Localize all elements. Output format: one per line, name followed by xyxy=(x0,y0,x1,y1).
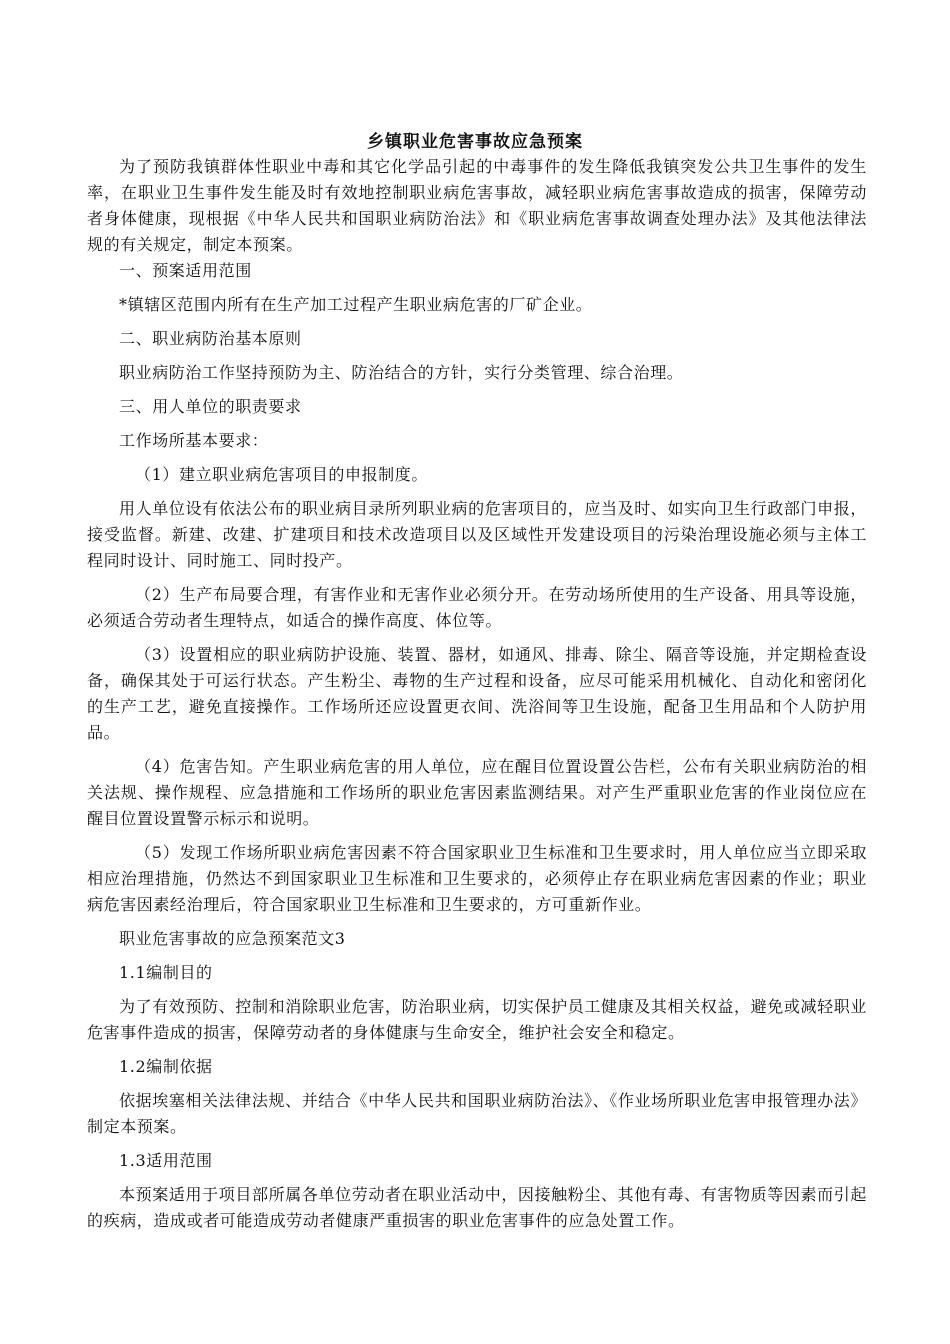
sample-heading: 职业危害事故的应急预案范文3 xyxy=(119,929,346,948)
section-heading-1-1: 1.1编制目的 xyxy=(119,963,213,982)
requirement-item-3: （3）设置相应的职业病防护设施、装置、器材，如通风、排毒、除尘、隔音等设施，并定期检查设备，确保其处于可运行状态。产生粉尘、毒物的生产过程和设备，应尽可能采用机械化、自动化和密闭化的生产工艺，避免直接操作。工作场所还应设置更衣间、洗浴间等卫生设施，配备卫生用品和个人防护用品。 xyxy=(87,645,867,742)
purpose-paragraph: 为了有效预防、控制和消除职业危害，防治职业病，切实保护员工健康及其相关权益，避免或减轻职业危害事件造成的损害，保障劳动者的身体健康与生命安全，维护社会安全和稳定。 xyxy=(87,997,867,1042)
document-title: 乡镇职业危害事故应急预案 xyxy=(367,132,583,152)
applicability-paragraph: 本预案适用于项目部所属各单位劳动者在职业活动中，因接触粉尘、其他有毒、有害物质等因素而引起的疾病，造成或者可能造成劳动者健康严重损害的职业危害事件的应急处置工作。 xyxy=(87,1185,867,1230)
section-heading-duties: 三、用人单位的职责要求 xyxy=(119,397,302,416)
requirement-item-4: （4）危害告知。产生职业病危害的用人单位，应在醒目位置设置公告栏，公布有关职业病防治的相关法规、操作规程、应急措施和工作场所的职业危害因素监测结果。对产生严重职业危害的作业岗位应在醒目位置设置警示标示和说明。 xyxy=(87,757,867,828)
basis-paragraph: 依据埃塞相关法律法规、并结合《中华人民共和国职业病防治法》、《作业场所职业危害申报管理办法》制定本预案。 xyxy=(87,1091,867,1136)
scope-paragraph: *镇辖区范围内所有在生产加工过程产生职业病危害的厂矿企业。 xyxy=(119,295,593,314)
requirement-item-5: （5）发现工作场所职业病危害因素不符合国家职业卫生标准和卫生要求时，用人单位应当立即采取相应治理措施，仍然达不到国家职业卫生标准和卫生要求的，必须停止存在职业病危害因素的作业；职业病危害因素经治理后，符合国家职业卫生标准和卫生要求的，方可重新作业。 xyxy=(87,843,867,914)
intro-paragraph: 为了预防我镇群体性职业中毒和其它化学品引起的中毒事件的发生降低我镇突发公共卫生事件的发生率，在职业卫生事件发生能及时有效地控制职业病危害事故，减轻职业病危害事故造成的损害，保障劳动者身体健康，现根据《中华人民共和国职业病防治法》和《职业病危害事故调查处理办法》及其他法律法规的有关规定，制定本预案。 xyxy=(87,157,867,254)
declaration-paragraph: 用人单位设有依法公布的职业病目录所列职业病的危害项目的，应当及时、如实向卫生行政部门申报，接受监督。新建、改建、扩建项目和技术改造项目以及区域性开发建设项目的污染治理设施必须与主体工程同时设计、同时施工、同时投产。 xyxy=(87,499,867,570)
requirement-item-2: （2）生产布局要合理，有害作业和无害作业必须分开。在劳动场所使用的生产设备、用具等设施，必须适合劳动者生理特点，如适合的操作高度、体位等。 xyxy=(87,585,867,630)
requirement-item-1: （1）建立职业病危害项目的申报制度。 xyxy=(135,465,428,484)
section-heading-1-2: 1.2编制依据 xyxy=(119,1057,213,1076)
document-body xyxy=(87,154,867,1234)
section-heading-scope: 一、预案适用范围 xyxy=(119,261,252,280)
workplace-requirements-label: 工作场所基本要求： xyxy=(119,431,269,450)
section-heading-principles: 二、职业病防治基本原则 xyxy=(119,329,302,348)
principles-paragraph: 职业病防治工作坚持预防为主、防治结合的方针，实行分类管理、综合治理。 xyxy=(119,363,684,382)
section-heading-1-3: 1.3适用范围 xyxy=(119,1151,213,1170)
